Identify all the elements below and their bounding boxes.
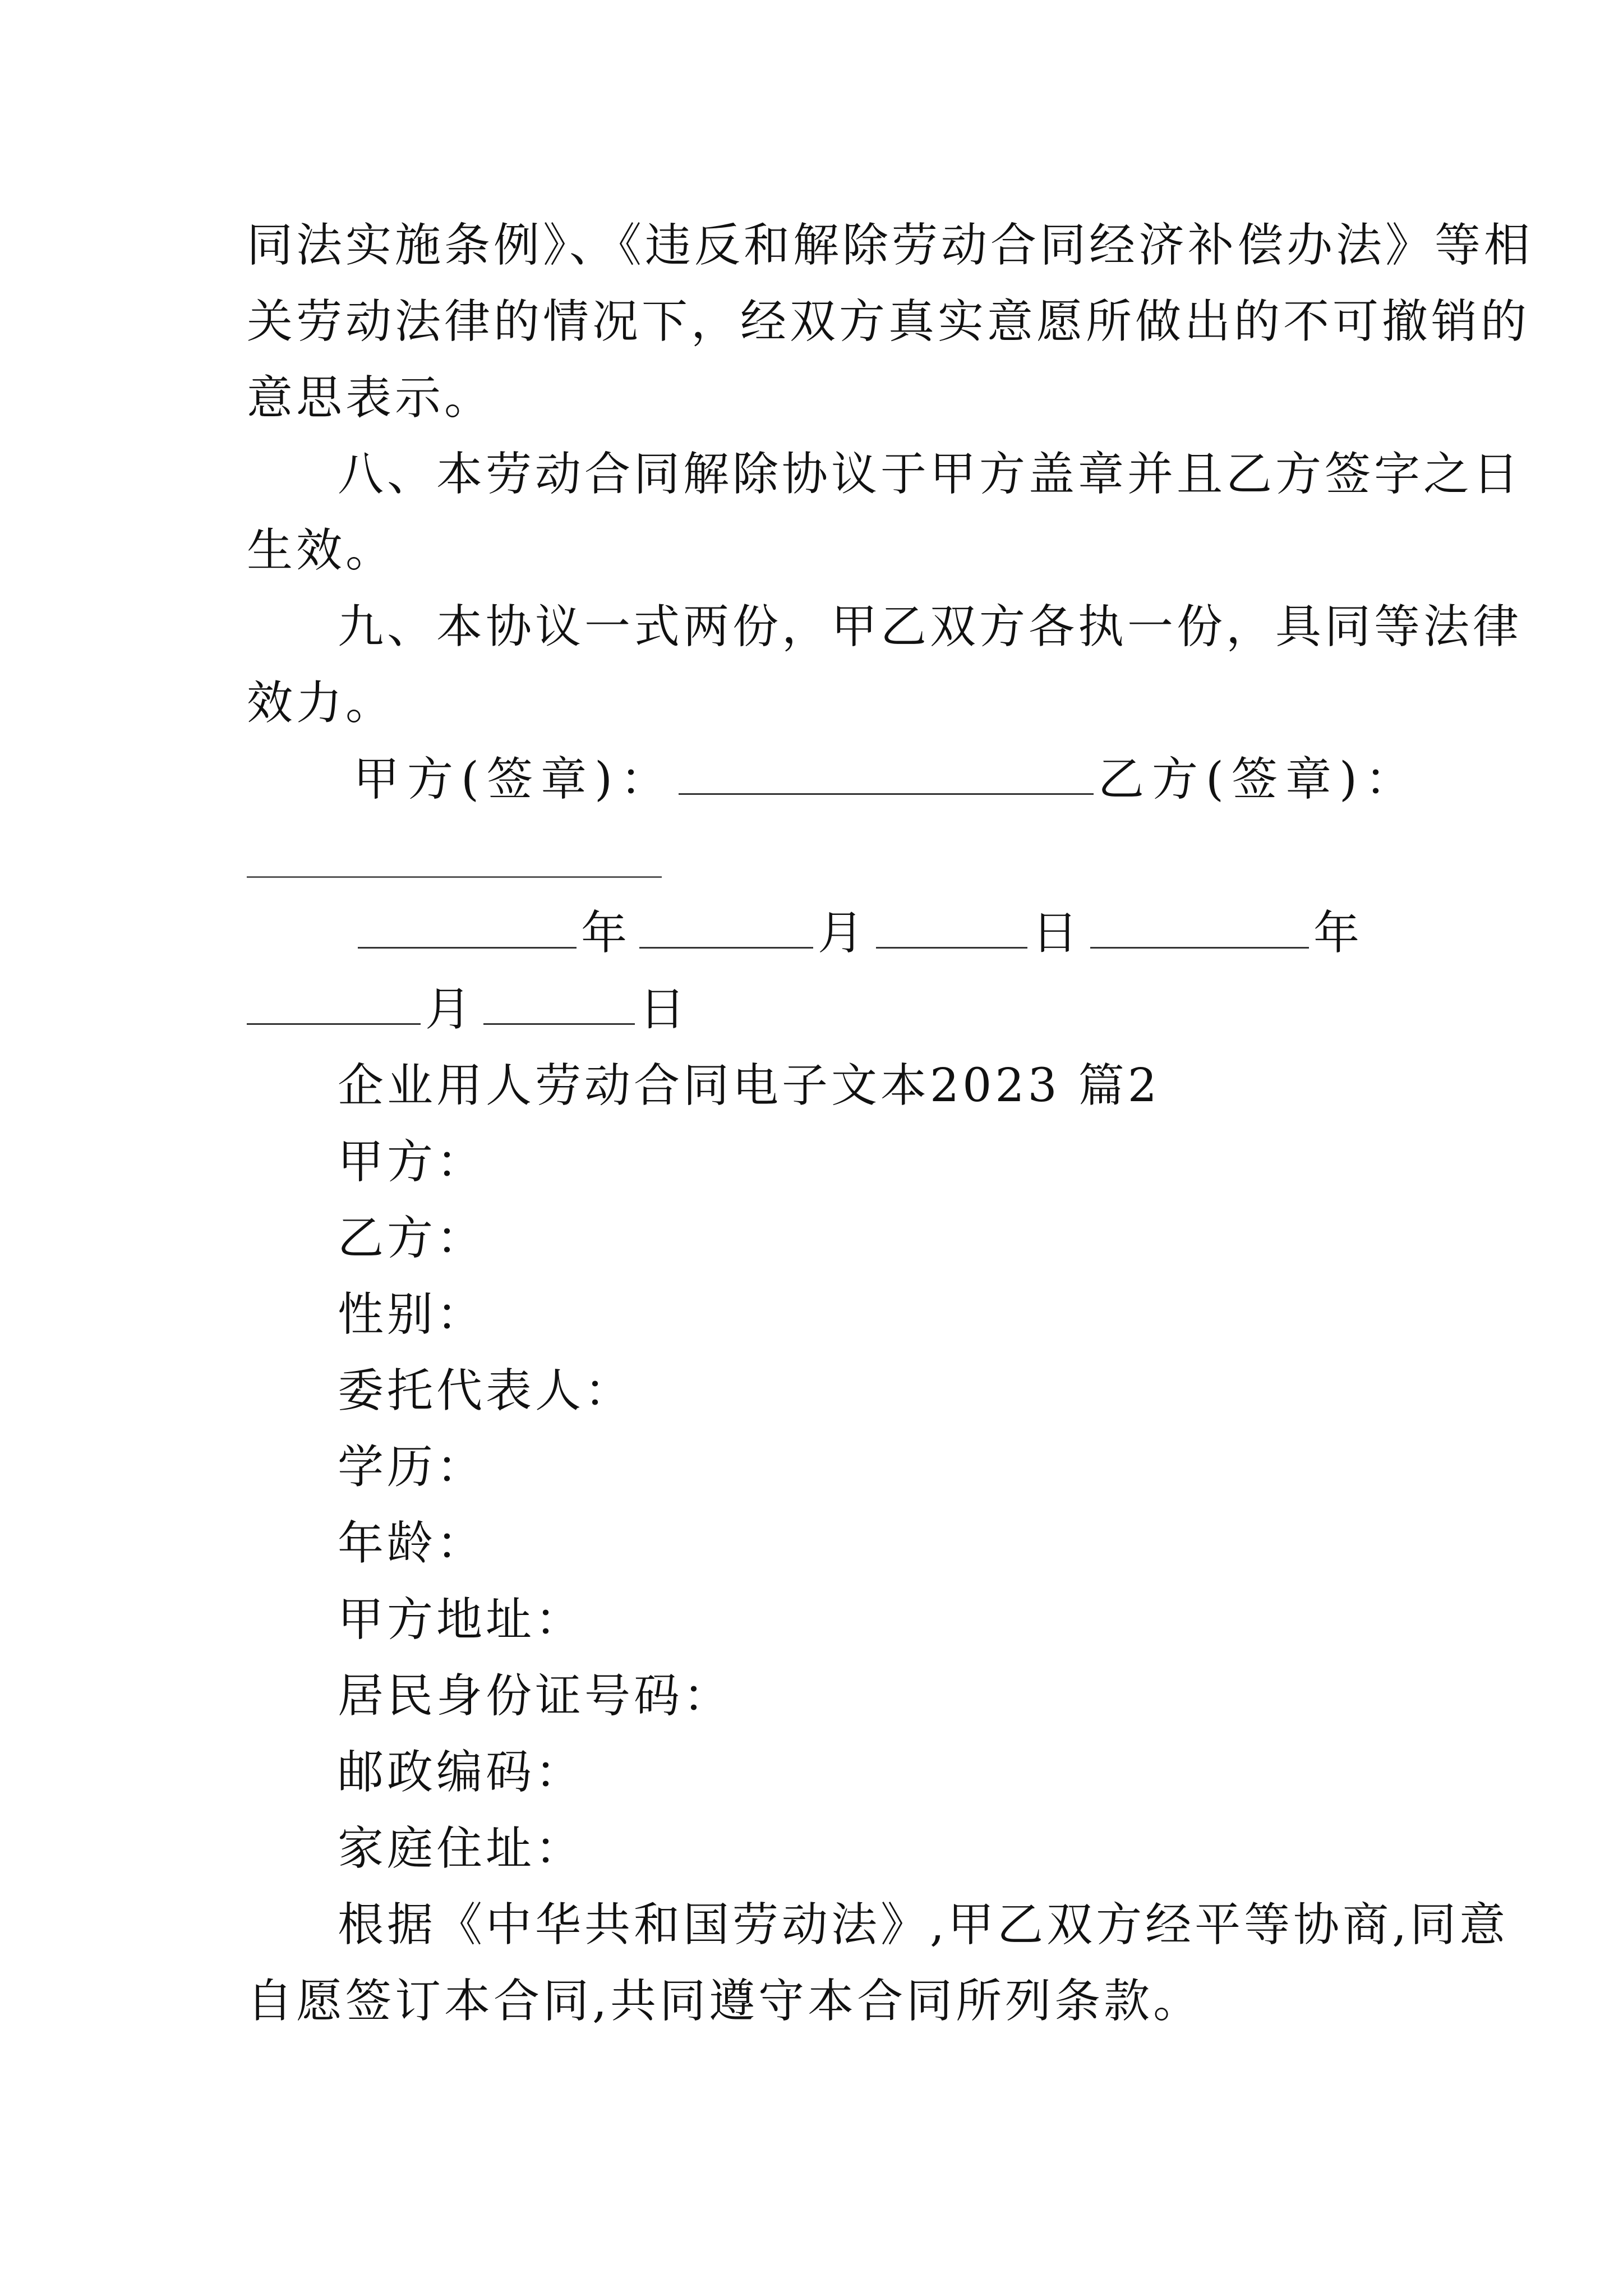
field-home-address: 家庭住址： bbox=[338, 1822, 585, 1875]
day-blank[interactable] bbox=[483, 983, 635, 1025]
section-title: 企业用人劳动合同电子文本2023 篇2 bbox=[338, 1059, 1160, 1112]
day-label: 日 bbox=[639, 983, 694, 1036]
paragraph-line: 同法实施条例》、《违反和解除劳动合同经济补偿办法》等相 bbox=[247, 219, 1534, 272]
date-row-continued bbox=[247, 982, 1391, 1038]
clause-9-line: 九、本协议一式两份，甲乙双方各执一份，具同等法律 bbox=[338, 600, 1523, 654]
month-blank[interactable] bbox=[247, 983, 421, 1025]
clause-9-line: 效力。 bbox=[247, 677, 395, 730]
field-postal-code: 邮政编码： bbox=[338, 1746, 585, 1799]
clause-8-line: 生效。 bbox=[247, 524, 395, 577]
date-row bbox=[353, 905, 1391, 961]
party-a-signature-blank[interactable] bbox=[679, 753, 1094, 795]
field-age: 年龄： bbox=[338, 1517, 486, 1570]
body-paragraph-line: 自愿签订本合同,共同遵守本合同所列条款。 bbox=[247, 1975, 1203, 2028]
field-id-number: 居民身份证号码： bbox=[338, 1669, 733, 1723]
year-label: 年 bbox=[581, 907, 635, 960]
field-representative: 委托代表人： bbox=[338, 1364, 634, 1418]
paragraph-line: 关劳动法律的情况下，经双方真实意愿所做出的不可撤销的 bbox=[247, 295, 1530, 348]
field-party-a: 甲方： bbox=[338, 1135, 486, 1189]
month-blank[interactable] bbox=[639, 907, 813, 949]
clause-8-line: 八、本劳动合同解除协议于甲方盖章并且乙方签字之日 bbox=[338, 448, 1523, 501]
body-paragraph-line: 根据《中华共和国劳动法》,甲乙双方经平等协商,同意 bbox=[338, 1898, 1509, 1952]
signature-row bbox=[353, 752, 1419, 808]
party-a-signature-label: 甲方(签章)： bbox=[353, 753, 674, 806]
month-label: 月 bbox=[818, 907, 872, 960]
field-gender: 性别： bbox=[338, 1288, 486, 1341]
year-blank[interactable] bbox=[1090, 907, 1309, 949]
month-label: 月 bbox=[425, 983, 479, 1036]
day-label: 日 bbox=[1032, 907, 1086, 960]
day-blank[interactable] bbox=[876, 907, 1027, 949]
party-b-signature-blank[interactable] bbox=[247, 876, 662, 878]
party-b-signature-label: 乙方(签章)： bbox=[1098, 753, 1419, 806]
field-party-a-address: 甲方地址： bbox=[338, 1593, 585, 1646]
field-education: 学历： bbox=[338, 1441, 486, 1494]
paragraph-line: 意思表示。 bbox=[247, 371, 494, 425]
year-label: 年 bbox=[1313, 907, 1368, 960]
year-blank[interactable] bbox=[358, 907, 577, 949]
field-party-b: 乙方： bbox=[338, 1212, 486, 1265]
